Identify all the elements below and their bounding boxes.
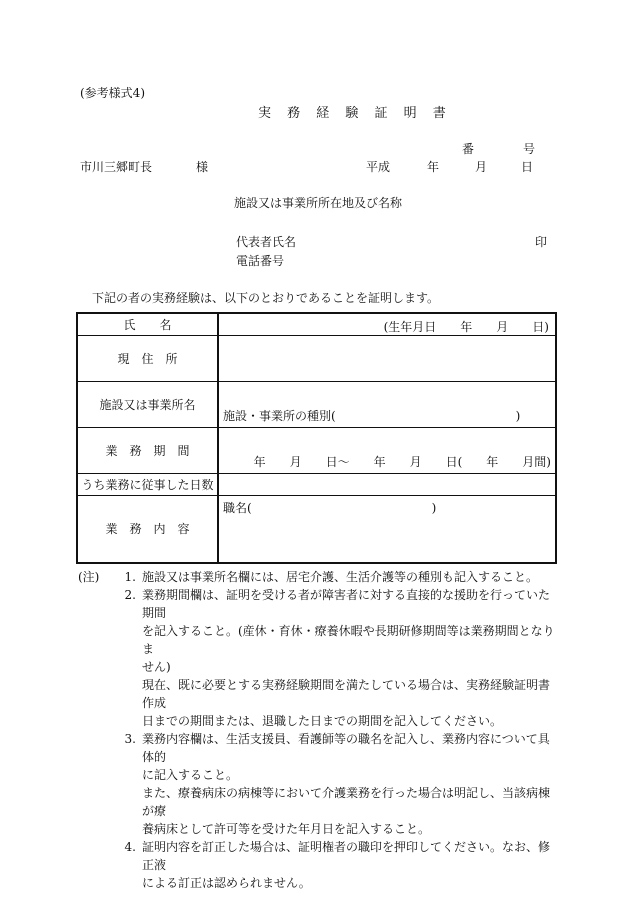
address-field[interactable] (218, 335, 556, 381)
facility-row (77, 381, 556, 427)
facility-type-text: 施設・事業所の種別( ) (223, 408, 521, 423)
notes-section (78, 568, 558, 892)
address-row (77, 335, 556, 381)
duty-label: 業 務 内 容 (77, 495, 218, 563)
note-item (78, 838, 558, 892)
name-field[interactable] (218, 313, 556, 335)
note-continuation: また、療養病床の病棟等において介護業務を行った場合は明記し、当該病棟が療 養病床として許可等を受けた年月日を記入すること。 (142, 786, 551, 836)
period-label: 業 務 期 間 (77, 427, 218, 473)
date-month: 月 (475, 160, 488, 174)
note-item (78, 730, 558, 784)
duty-field[interactable] (218, 495, 556, 563)
honorific: 様 (196, 160, 209, 174)
notes-heading: (注) (78, 570, 100, 584)
note-text: 業務期間欄は、証明を受ける者が障害者に対する直接的な援助を行っていた期間 を記入すること。(産休・育休・療養休暇や長期研修期間等は業務期間となりま せん) (142, 588, 555, 674)
period-text: 年 月 日～ 年 月 日( 年 月間) (253, 454, 551, 469)
note-text: 証明内容を訂正した場合は、証明権者の職印を押印してください。なお、修正液 による訂正は認められません。 (142, 840, 551, 890)
phone-label: 電話番号 (236, 254, 285, 268)
form-reference: (参考様式4) (80, 86, 145, 100)
document-title: 実 務 経 験 証 明 書 (258, 106, 452, 121)
representative-label: 代表者氏名 (236, 235, 297, 249)
name-label: 氏 名 (77, 313, 218, 335)
address-label: 現 住 所 (77, 335, 218, 381)
days-field[interactable] (218, 473, 556, 495)
facility-name-field[interactable] (218, 381, 556, 427)
birthdate-text: (生年月日 年 月 日) (383, 320, 549, 334)
note-item (78, 586, 558, 676)
experience-table (76, 312, 557, 564)
note-item (78, 568, 558, 586)
note-text: 業務内容欄は、生活支援員、看護師等の職名を記入し、業務内容について具体的 に記入すること。 (142, 732, 550, 782)
period-field[interactable] (218, 427, 556, 473)
date-era: 平成 (366, 160, 391, 174)
period-row (77, 427, 556, 473)
job-title-text: 職名( ) (223, 500, 437, 515)
note-text: 施設又は事業所名欄には、居宅介護、生活介護等の種別も記入すること。 (142, 570, 539, 584)
note-number: 3. (124, 732, 136, 746)
days-label: うち業務に従事した日数 (77, 473, 218, 495)
issuer-facility-label: 施設又は事業所所在地及び名称 (234, 196, 403, 210)
duty-row (77, 495, 556, 563)
addressee: 市川三郷町長 (80, 160, 153, 174)
date-day: 日 (521, 160, 534, 174)
date-year: 年 (427, 160, 440, 174)
note-number: 2. (124, 588, 136, 602)
note-continuation: 現在、既に必要とする実務経験期間を満たしている場合は、実務経験証明書作成 日までの期間または、退職した日までの期間を記入してください。 (142, 678, 551, 728)
days-row (77, 473, 556, 495)
number-label: 番 (462, 142, 475, 156)
facility-name-label: 施設又は事業所名 (77, 381, 218, 427)
seal-mark: 印 (535, 235, 548, 249)
name-row (77, 313, 556, 335)
certification-statement: 下記の者の実務経験は、以下のとおりであることを証明します。 (92, 291, 440, 305)
note-number: 1. (124, 570, 136, 584)
number-suffix: 号 (523, 142, 536, 156)
note-number: 4. (124, 840, 136, 854)
